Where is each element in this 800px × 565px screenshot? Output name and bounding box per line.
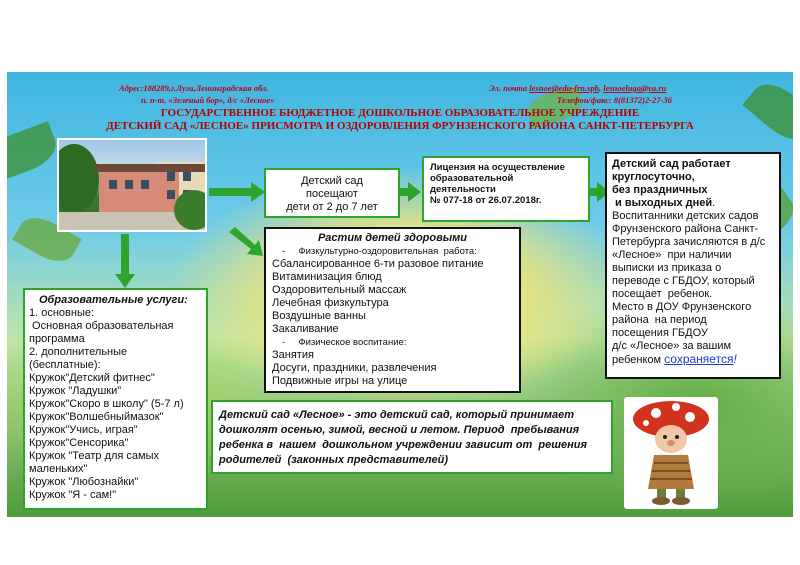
license-line-2: образовательной (430, 173, 514, 184)
settlement-text: п. п-т. «Зеленый бор», д/с «Лесное» (141, 95, 275, 105)
services-line: Кружок "Я - сам!" (29, 489, 117, 501)
schedule-line: посещает ребенок. (612, 288, 713, 300)
services-line: Кружок "Ладушки" (29, 385, 122, 397)
arrow-to-services-box (115, 234, 135, 288)
services-box (23, 288, 208, 510)
services-line: Кружок"Сенсорика" (29, 437, 129, 449)
license-line-1: Лицензия на осуществление (430, 162, 565, 173)
license-box (422, 156, 590, 222)
health-item: Сбалансированное 6-ти разовое питание (272, 258, 484, 270)
page-title-1: ГОСУДАРСТВЕННОЕ БЮДЖЕТНОЕ ДОШКОЛЬНОЕ ОБРАЗОВАТЕЛЬНОЕ УЧРЕЖДЕНИЕ (160, 107, 640, 119)
schedule-line: посещения ГБДОУ (612, 327, 708, 339)
schedule-bold-2: круглосуточно, (612, 171, 695, 183)
arrow-to-age-box (209, 182, 265, 202)
license-line-3: деятельности (430, 184, 496, 195)
schedule-line: Воспитанники детских садов (612, 210, 759, 222)
info-lines (219, 408, 605, 468)
email-link-2[interactable]: lesnoeluga@ya.ru (603, 83, 667, 93)
schedule-box (605, 152, 781, 379)
health-item: Лечебная физкультура (272, 297, 389, 309)
age-box (264, 168, 400, 218)
health-items-1 (272, 258, 513, 336)
schedule-line: Место в ДОУ Фрунзенского (612, 301, 752, 313)
health-item: Закаливание (272, 323, 339, 335)
schedule-bold-4: и выходных дней (612, 197, 713, 209)
schedule-line: района на период (612, 314, 707, 326)
info-line: ребенка в нашем дошкольном учреждении зависит от решения (219, 439, 587, 451)
schedule-highlight: сохраняется (664, 352, 734, 366)
schedule-lines (612, 210, 774, 353)
schedule-last-prefix: ребенком (612, 354, 665, 366)
health-item: Воздушные ванны (272, 310, 366, 322)
schedule-line: Петербурга зачисляются в д/с (612, 236, 766, 248)
gnome-icon (624, 397, 718, 509)
services-line: Кружок"Волшебныймазок" (29, 411, 164, 423)
info-line: Детский сад «Лесное» - это детский сад, который принимает (219, 409, 574, 421)
phone-text: Телефон/факс: 8(81372)2-27-36 (557, 95, 672, 105)
services-line: Кружок"Скоро в школу" (5-7 л) (29, 398, 184, 410)
services-line: маленьких" (29, 463, 88, 475)
health-item: Подвижные игры на улице (272, 375, 408, 387)
page-title-2: ДЕТСКИЙ САД «ЛЕСНОЕ» ПРИСМОТРА И ОЗДОРОВЛЕНИЯ ФРУНЗЕНСКОГО РАЙОНА САНКТ-ПЕТЕРБУРГА (106, 120, 694, 132)
services-line: Кружок"Учись, играя" (29, 424, 138, 436)
email-link-1[interactable]: lesnoe@edu-frn.spb (529, 83, 599, 93)
schedule-bold-1: Детский сад работает (612, 158, 731, 170)
arrow-to-health-box (229, 227, 263, 256)
info-line: дошколят осенью, зимой, весной и летом. Период пребывания (219, 424, 580, 436)
schedule-line: выписки из приказа о (612, 262, 722, 274)
email-label: Эл. почта (489, 83, 528, 93)
health-item: Занятия (272, 349, 314, 361)
schedule-last-line (612, 353, 774, 367)
schedule-line: д/с «Лесное» за вашим (612, 340, 732, 352)
schedule-line: Фрунзенского района Санкт- (612, 223, 759, 235)
schedule-bold-3: без праздничных (612, 184, 708, 196)
age-line-3: дети от 2 до 7 лет (286, 201, 378, 213)
license-line-4: № 077-18 от 26.07.2018г. (430, 195, 542, 206)
services-line: Кружок"Детский фитнес" (29, 372, 155, 384)
schedule-line: переводе с ГБДОУ, который (612, 275, 755, 287)
health-sub-1: - Физкультурно-оздоровительная работа: (282, 246, 477, 257)
age-line-2: посещают (306, 188, 358, 200)
services-line: программа (29, 333, 85, 345)
services-line: (бесплатные): (29, 359, 101, 371)
services-title: Образовательные услуги: (39, 294, 188, 306)
services-line: Кружок "Любознайки" (29, 476, 139, 488)
services-line: Основная образовательная (29, 320, 174, 332)
gnome-illustration (624, 397, 718, 509)
schedule-last-suffix: ! (733, 352, 737, 366)
schedule-line: «Лесное» при наличии (612, 249, 732, 261)
schedule-dot: . (712, 197, 716, 209)
services-line: 2. дополнительные (29, 346, 128, 358)
email-line: Эл. почта lesnoe@edu-frn.spb, lesnoeluga@ya.ru (489, 83, 667, 93)
health-box (264, 227, 521, 393)
schedule-bold-4-line (612, 197, 774, 210)
health-sub-2: - Физическое воспитание: (282, 337, 407, 348)
info-box (211, 400, 613, 474)
info-slide (7, 72, 793, 517)
services-line: Кружок "Театр для самых (29, 450, 160, 462)
info-line: родителей (законных представителей) (219, 454, 448, 466)
health-title: Растим детей здоровыми (317, 232, 468, 244)
health-item: Оздоровительный массаж (272, 284, 407, 296)
services-line: 1. основные: (29, 307, 95, 319)
health-item: Витаминизация блюд (272, 271, 382, 283)
services-lines (29, 307, 202, 502)
health-items-2 (272, 349, 513, 388)
address-text: Адрес:188289,г.Луга,Ленинградская обл. (119, 83, 269, 93)
age-line-1: Детский сад (301, 175, 363, 187)
health-item: Досуги, праздники, развлечения (272, 362, 437, 374)
arrow-to-license-box (400, 182, 421, 202)
